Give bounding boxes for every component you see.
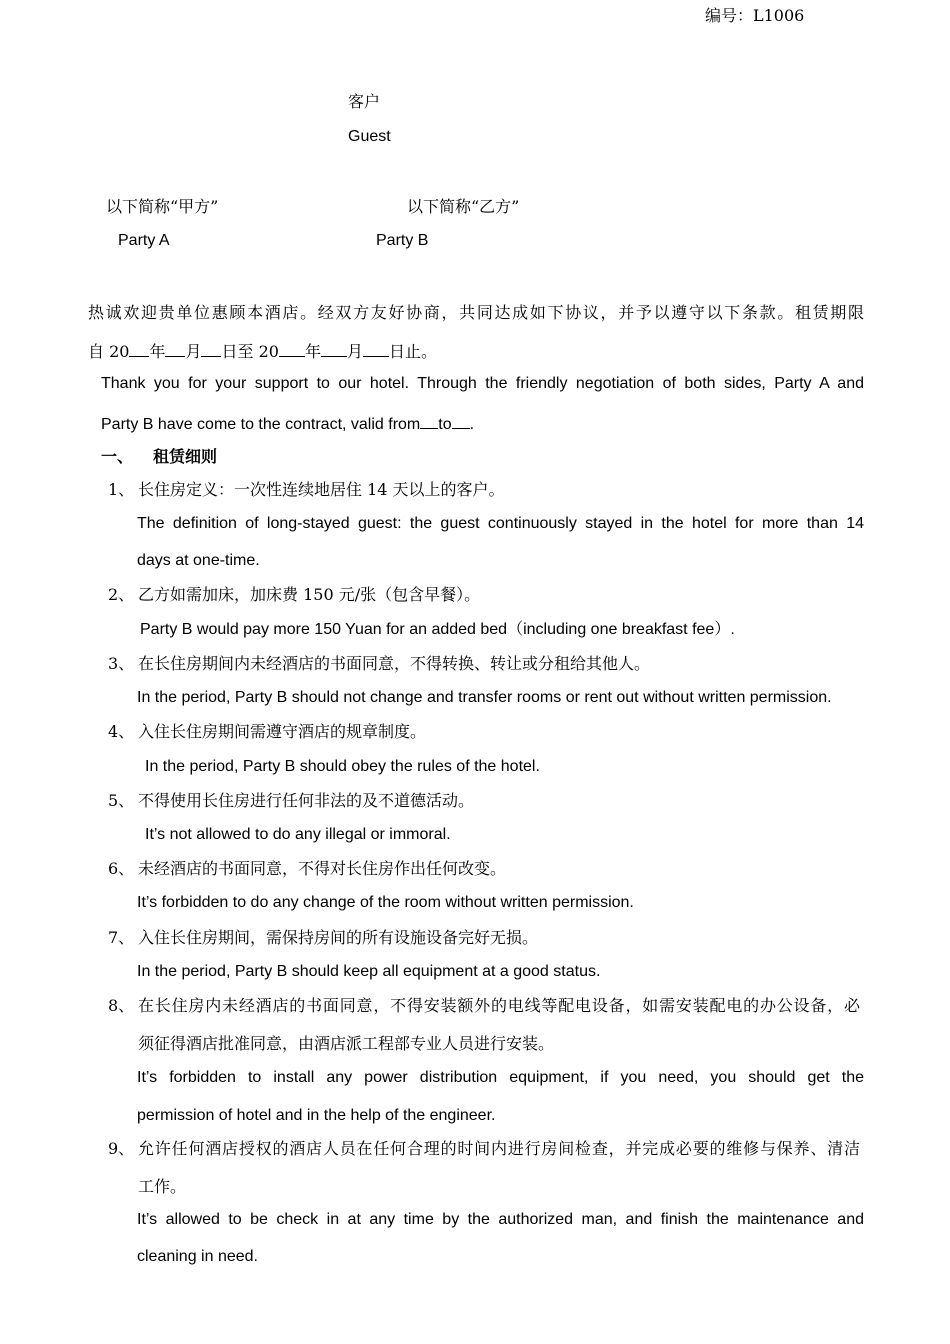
item-en: In the period, Party B should not change and transfer rooms or rent out without written permission. (137, 689, 832, 706)
blank-start-month[interactable] (165, 340, 185, 357)
item-cn: 不得使用长住房进行任何非法的及不道德活动。 (138, 791, 475, 810)
item-cn: 未经酒店的书面同意，不得对长住房作出任何改变。 (138, 859, 507, 878)
item-en: In the period, Party B should keep all equipment at a good status. (137, 963, 601, 980)
item-en: It’s allowed to be check in at any time by the authorized man, and finish the maintenance and (137, 1211, 864, 1228)
section-title: 租赁细则 (153, 447, 218, 466)
to-text: to (438, 416, 452, 433)
blank-end-month[interactable] (321, 340, 347, 357)
lease-from-prefix: 自 20 (88, 342, 130, 361)
section-number: 一、 (101, 447, 134, 466)
item-number: 4、 (108, 722, 135, 741)
item-en: permission of hotel and in the help of the engineer. (137, 1107, 496, 1124)
intro-en-line1: Thank you for your support to our hotel. Through the friendly negotiation of both sides, Party A and (101, 375, 864, 392)
item-number: 7、 (108, 928, 135, 947)
end-month-label: 月 (346, 342, 363, 361)
year-label: 年 (149, 342, 166, 361)
party-a-label-en: Party A (118, 232, 170, 249)
item-number: 1、 (108, 480, 135, 499)
item-en: days at one-time. (137, 552, 260, 569)
item-number: 6、 (108, 859, 135, 878)
item-number: 9、 (108, 1139, 135, 1158)
item-number: 8、 (108, 996, 135, 1015)
item-en: Party B would pay more 150 Yuan for an added bed（including one breakfast fee）. (140, 621, 735, 638)
item-number: 2、 (108, 585, 135, 604)
item-cn: 入住长住房期间，需保持房间的所有设施设备完好无损。 (138, 928, 539, 947)
item-cn: 长住房定义：一次性连续地居住 14 天以上的客户。 (138, 480, 505, 499)
blank-start-day[interactable] (201, 340, 221, 357)
item-cn: 在长住房内未经酒店的书面同意，不得安装额外的电线等配电设备，如需安装配电的办公设备，必 (138, 996, 860, 1015)
item-number: 3、 (108, 654, 135, 673)
party-a-label-cn: 以下简称“甲方” (106, 197, 219, 216)
item-number: 5、 (108, 791, 135, 810)
item-cn: 须征得酒店批准同意，由酒店派工程部专业人员进行安装。 (138, 1034, 555, 1053)
item-en: cleaning in need. (137, 1248, 258, 1265)
blank-valid-from[interactable] (420, 412, 438, 429)
item-en: The definition of long-stayed guest: the guest continuously stayed in the hotel for more than 14 (137, 515, 864, 532)
intro-en-line2 (101, 412, 474, 435)
period-text: . (469, 416, 475, 433)
end-year-label: 年 (304, 342, 321, 361)
day-to-label: 日至 20 (221, 342, 279, 361)
party-b-label-en: Party B (376, 232, 429, 249)
month-label: 月 (185, 342, 202, 361)
valid-from-text: Party B have come to the contract, valid from (101, 416, 421, 433)
item-cn: 入住长住房期间需遵守酒店的规章制度。 (138, 722, 427, 741)
item-en: It’s forbidden to do any change of the room without written permission. (137, 894, 634, 911)
guest-label-en: Guest (348, 128, 391, 145)
guest-label-cn: 客户 (348, 92, 381, 111)
item-cn: 允许任何酒店授权的酒店人员在任何合理的时间内进行房间检查，并完成必要的维修与保养、清洁 (138, 1139, 860, 1158)
blank-end-day[interactable] (363, 340, 389, 357)
item-cn: 乙方如需加床，加床费 150 元/张（包含早餐）。 (138, 585, 481, 604)
document-number: 编号：L1006 (705, 6, 805, 25)
blank-start-year[interactable] (129, 340, 149, 357)
intro-cn-line1: 热诚欢迎贵单位惠顾本酒店。经双方友好协商，共同达成如下协议，并予以遵守以下条款。租赁期限 (88, 303, 864, 322)
item-en: It’s not allowed to do any illegal or immoral. (145, 826, 451, 843)
item-en: It’s forbidden to install any power distribution equipment, if you need, you should get the (137, 1069, 864, 1086)
item-cn: 在长住房期间内未经酒店的书面同意，不得转换、转让或分租给其他人。 (138, 654, 651, 673)
item-cn: 工作。 (138, 1177, 187, 1196)
blank-valid-to[interactable] (452, 412, 470, 429)
intro-cn-line2 (88, 340, 437, 362)
blank-end-year[interactable] (279, 340, 305, 357)
party-b-label-cn: 以下简称“乙方” (407, 197, 520, 216)
item-en: In the period, Party B should obey the rules of the hotel. (145, 758, 540, 775)
end-day-label: 日止。 (388, 342, 437, 361)
